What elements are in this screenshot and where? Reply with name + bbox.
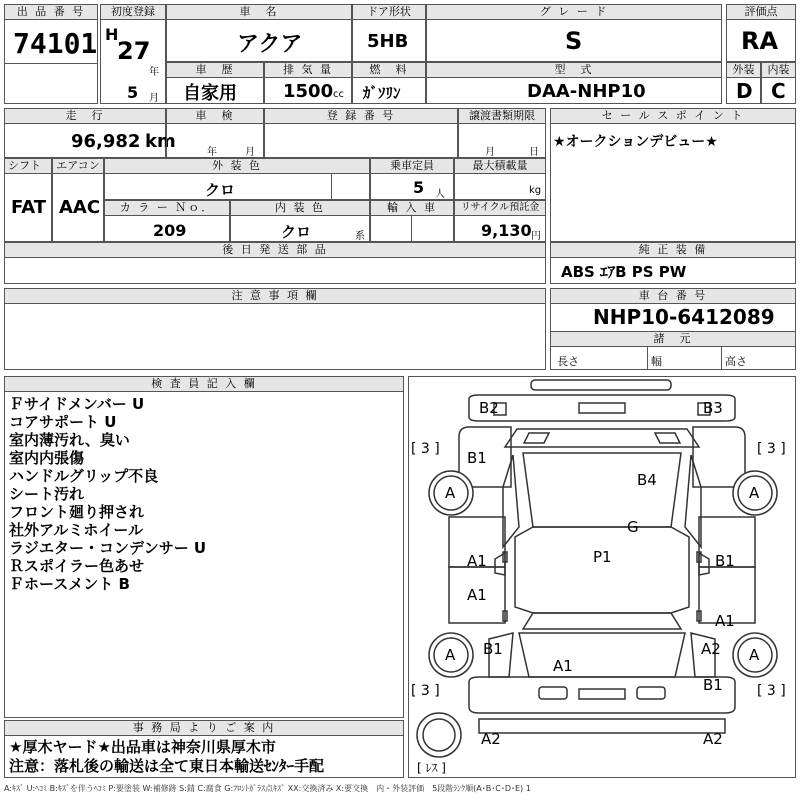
inspector-note: Ｆサイドメンバー U (9, 395, 145, 413)
transfer-box (458, 108, 546, 158)
mileage-header: 走 行 (5, 109, 165, 124)
damage-mark: A1 (553, 657, 573, 675)
model-box (426, 62, 722, 104)
int-color-header: 内 装 色 (231, 201, 369, 216)
genuine-header: 純 正 装 備 (551, 243, 795, 258)
int-color-suffix: 系 (355, 231, 365, 242)
inspector-note: Ｆホースメント B (9, 575, 130, 593)
exterior-grade-box (726, 62, 761, 104)
reg-no-box (264, 108, 458, 158)
displacement-unit: cc (333, 89, 344, 100)
lot-no-value: 74101 (13, 27, 98, 60)
fuel-header: 燃 料 (353, 63, 425, 78)
inspector-note: 室内内張傷 (9, 449, 85, 467)
max-load-unit: kg (529, 185, 542, 196)
damage-mark: P1 (593, 548, 612, 566)
int-color-value: クロ (281, 223, 312, 241)
grade-header: グ レ ー ド (427, 5, 721, 20)
color-no-value: 209 (153, 221, 187, 240)
damage-mark: A2 (701, 640, 721, 658)
max-load-header: 最大積載量 (455, 159, 545, 174)
capacity-box (370, 158, 454, 200)
damage-mark: B1 (483, 640, 503, 658)
ac-value: AAC (59, 197, 101, 218)
parts-header: 後 日 発 送 部 品 (5, 243, 545, 258)
damage-mark: B3 (703, 399, 723, 417)
inspector-note: ハンドルグリップ不良 (9, 467, 159, 485)
wheel-mark: A (445, 484, 456, 502)
chassis-box (550, 288, 796, 370)
capacity-value: 5 (413, 178, 425, 197)
model-value: DAA-NHP10 (527, 81, 646, 102)
mileage-box (4, 108, 176, 158)
tire-count: [ 3 ] (757, 441, 786, 457)
damage-mark: B1 (715, 552, 735, 570)
inspector-header: 検 査 員 記 入 欄 (5, 377, 403, 392)
int-color-box (230, 200, 370, 242)
inspector-note: 室内薄汚れ、臭い (9, 431, 130, 449)
tire-count: [ 3 ] (411, 441, 440, 457)
spec-width: 幅 (651, 355, 662, 368)
score-box (726, 4, 796, 62)
import-header: 輸 入 車 (371, 201, 453, 216)
displacement-header: 排 気 量 (265, 63, 351, 78)
door-value: 5HB (367, 31, 409, 52)
car-name-header: 車 名 (167, 5, 351, 20)
lot-no-header: 出 品 番 号 (5, 5, 97, 20)
inspector-note: シート汚れ (9, 485, 85, 503)
inspector-box (4, 376, 404, 718)
capacity-unit: 人 (435, 189, 445, 200)
office-box (4, 720, 404, 778)
capacity-header: 乗車定員 (371, 159, 453, 174)
month-unit: 月 (149, 93, 159, 104)
transfer-header: 譲渡書類期限 (459, 109, 545, 124)
interior-grade-value: C (771, 79, 786, 103)
model-header: 型 式 (427, 63, 721, 78)
first-reg-year: 27 (117, 37, 151, 65)
recycle-unit: 円 (531, 231, 541, 242)
reg-no-header: 登 録 番 号 (265, 109, 457, 124)
history-value: 自家用 (183, 83, 237, 104)
inspection-box (166, 108, 264, 158)
inspector-note: 社外アルミホイール (9, 521, 144, 539)
first-reg-box (100, 4, 166, 104)
ext-color-box (104, 158, 370, 200)
exterior-grade-value: D (736, 79, 753, 103)
recycle-value: 9,130 (481, 221, 532, 240)
inspector-note: コアサポート U (9, 413, 117, 431)
wheel-mark: A (749, 484, 760, 502)
door-box (352, 4, 426, 62)
spec-length: 長さ (557, 355, 579, 368)
damage-mark: B2 (479, 399, 499, 417)
tire-count: [ 3 ] (411, 683, 440, 699)
first-reg-header: 初度登録 (101, 5, 165, 20)
max-load-box (454, 158, 546, 200)
era-label: H (105, 25, 119, 44)
color-no-header: カ ラ ー Ｎｏ． (105, 201, 229, 216)
damage-mark: B4 (637, 471, 657, 489)
interior-header: 内装 (762, 63, 795, 78)
chassis-value: NHP10-6412089 (593, 305, 775, 329)
inspector-notes (9, 395, 206, 593)
inspector-note: ラジエター・コンデンサー U (9, 539, 207, 557)
tire-count: [ 3 ] (757, 683, 786, 699)
damage-mark: G (627, 518, 639, 536)
chassis-header: 車 台 番 号 (551, 289, 795, 304)
recycle-header: リサイクル預託金 (455, 201, 545, 216)
fuel-value: ｶﾞｿﾘﾝ (363, 84, 401, 102)
damage-mark: A1 (467, 586, 487, 604)
import-box (370, 200, 454, 242)
damage-mark: A1 (715, 612, 735, 630)
wheel-mark: A (445, 646, 456, 664)
shift-header: シフト (5, 159, 51, 174)
damage-mark: A2 (703, 730, 723, 748)
exterior-header: 外装 (727, 63, 760, 78)
office-note: ★厚木ヤード★出品車は神奈川県厚木市 (9, 738, 276, 756)
legend: A:ｷｽﾞ U:ﾍｺﾐ B:ｷｽﾞを伴うﾍｺﾐ P:要塗装 W:補修跡 S:錆 C:腐食 G:ﾌﾛﾝﾄｶﾞﾗｽ点ｷｽﾞ XX:交換済み X:要交換 内・外装評価 5段階ﾗﾝｸ順(A･B･C･D･E) 1 (4, 784, 531, 793)
history-header: 車 歴 (167, 63, 263, 78)
grade-value: S (565, 27, 583, 55)
insp-month-unit: 月 (245, 147, 255, 158)
sales-point-value: ★オークションデビュー★ (553, 134, 718, 150)
damage-mark: B1 (467, 449, 487, 467)
ac-box (52, 158, 104, 242)
history-box (166, 62, 264, 104)
damage-diagram (408, 376, 796, 778)
office-header: 事 務 局 よ り ご 案 内 (5, 721, 403, 736)
transfer-day-unit: 日 (529, 147, 539, 158)
lot-no-box (4, 4, 98, 104)
year-unit: 年 (149, 67, 159, 78)
color-no-box (104, 200, 230, 242)
mileage-value: 96,982 (71, 131, 141, 152)
shift-value: FAT (11, 197, 47, 218)
genuine-value: ABS ｴｱB PS PW (561, 263, 687, 281)
interior-grade-box (761, 62, 796, 104)
insp-year-unit: 年 (207, 147, 217, 158)
ac-header: エアコン (53, 159, 103, 174)
spare-label: [ ﾚｽ ] (417, 761, 446, 775)
fuel-box (352, 62, 426, 104)
cautions-header: 注 意 事 項 欄 (5, 289, 545, 304)
sales-point-box (550, 108, 796, 242)
inspector-note: Ｒスポイラー色あせ (9, 557, 145, 575)
specs-header: 諸 元 (551, 331, 795, 347)
spec-height: 高さ (725, 355, 747, 368)
inspection-header: 車 検 (167, 109, 263, 124)
mileage-unit: km (145, 131, 176, 152)
parts-box (4, 242, 546, 284)
score-header: 評価点 (727, 5, 795, 20)
car-outline (409, 377, 795, 777)
damage-mark: B1 (703, 676, 723, 694)
grade-box (426, 4, 722, 62)
damage-mark: A2 (481, 730, 501, 748)
ext-color-value: クロ (205, 181, 236, 199)
first-reg-month: 5 (127, 83, 139, 102)
wheel-mark: A (749, 646, 760, 664)
car-name-box (166, 4, 352, 62)
ext-color-header: 外 装 色 (105, 159, 369, 174)
transfer-month-unit: 月 (485, 147, 495, 158)
recycle-box (454, 200, 546, 242)
sales-header: セ ー ル ス ポ イ ン ト (551, 109, 795, 124)
office-note: 注意：落札後の輸送は全て東日本輸送ｾﾝﾀｰ手配 (9, 757, 325, 775)
score-value: RA (741, 27, 779, 55)
door-header: ドア形状 (353, 5, 425, 20)
car-name-value: アクア (237, 32, 303, 57)
damage-mark: A1 (467, 552, 487, 570)
cautions-box (4, 288, 546, 370)
displacement-box (264, 62, 352, 104)
displacement-value: 1500 (283, 81, 334, 102)
shift-box (4, 158, 52, 242)
genuine-box (550, 242, 796, 284)
inspector-note: フロント廻り押され (9, 503, 145, 521)
